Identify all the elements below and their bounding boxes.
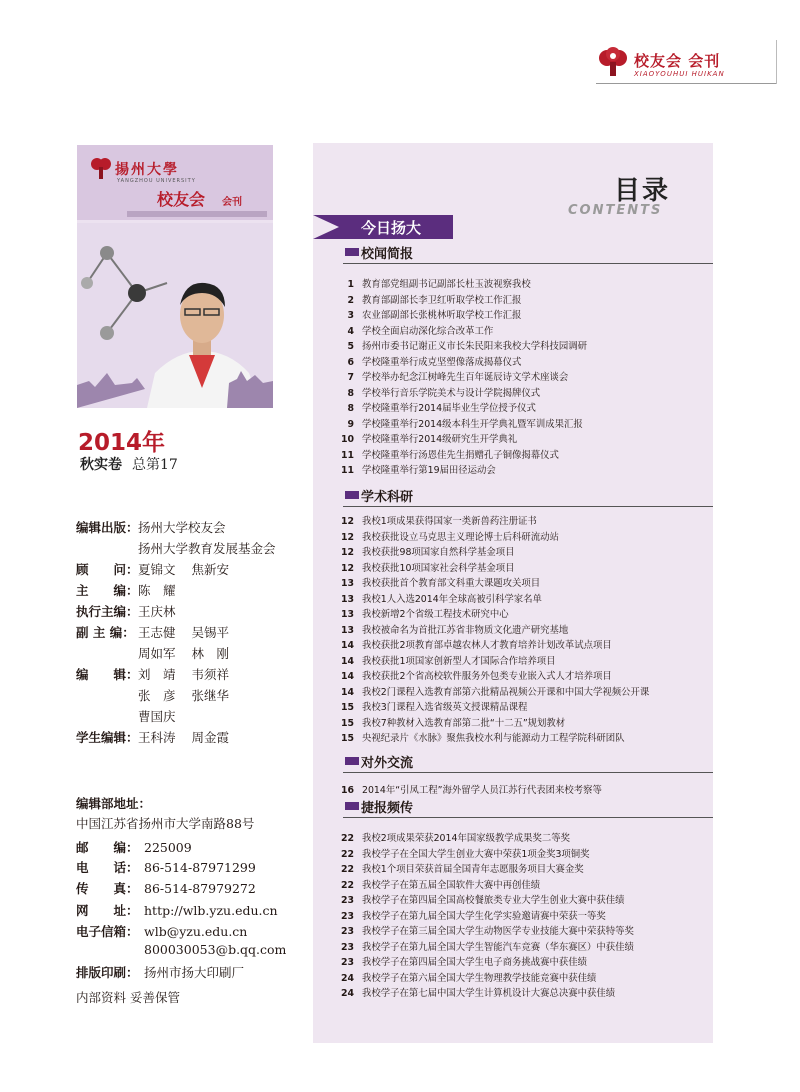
editorial-key: 主 编： — [76, 583, 139, 598]
toc-item[interactable] — [330, 307, 710, 321]
toc-page-number: 9 — [347, 418, 354, 430]
editorial-key: 副 主 编： — [76, 625, 135, 640]
toc-page-number: 16 — [340, 785, 354, 796]
cover-photo — [77, 223, 273, 408]
toc-item-title: 我校获批首个教育部文科重大课题攻关项目 — [362, 578, 541, 589]
toc-item-title: 我校获批2项教育部卓越农林人才教育培养计划改革试点项目 — [362, 640, 612, 651]
toc-item[interactable] — [330, 699, 710, 713]
cover-title: 校友会 — [157, 190, 206, 209]
toc-page-number: 12 — [340, 562, 354, 574]
editorial-value: 周如军 — [138, 646, 176, 661]
toc-item-title: 农业部副部长张桃林听取学校工作汇报 — [362, 310, 522, 321]
editorial-row — [76, 602, 176, 620]
editorial-key: 编辑出版： — [76, 520, 139, 535]
toc-item[interactable] — [330, 354, 710, 368]
toc-page-number: 10 — [340, 434, 354, 445]
editorial-value: 张 彦 — [138, 688, 176, 703]
contents-title-en: CONTENTS — [568, 203, 663, 218]
toc-item[interactable] — [330, 908, 710, 922]
toc-item-title: 我校1人入选2014年全球高被引科学家名单 — [362, 593, 542, 605]
toc-page-number: 15 — [340, 702, 354, 713]
toc-page-number: 15 — [340, 733, 354, 744]
toc-item-title: 学校隆重举行2014届毕业生学位授予仪式 — [362, 403, 536, 414]
toc-item-title: 我校学子在第四届全国高校餐旅类专业大学生创业大赛中获佳绩 — [362, 895, 625, 906]
toc-page-number: 3 — [347, 310, 354, 321]
toc-item[interactable] — [330, 575, 710, 589]
toc-item[interactable] — [330, 846, 710, 860]
address-row — [76, 901, 278, 919]
toc-page-number: 13 — [340, 593, 354, 605]
address-row — [76, 922, 247, 940]
toc-item-title: 学校隆重举行汤恩佳先生捐赠孔子铜像揭幕仪式 — [362, 449, 559, 461]
editorial-value: 王庆林 — [138, 604, 176, 619]
editorial-row — [76, 518, 226, 536]
toc-item[interactable] — [330, 715, 710, 729]
toc-item[interactable] — [330, 861, 710, 875]
toc-item[interactable] — [330, 684, 710, 698]
address-value: http://wlb.yzu.edu.cn — [144, 903, 278, 918]
editorial-key: 学生编辑： — [76, 730, 139, 745]
address-row — [76, 988, 180, 1006]
toc-item-title: 教育部党组副书记副部长杜玉波视察我校 — [362, 279, 531, 290]
toc-item-title: 我校学子在第六届全国大学生物理教学技能竞赛中获佳绩 — [362, 972, 597, 984]
toc-item-title: 我校2门课程入选教育部第六批精品视频公开课和中国大学视频公开课 — [362, 686, 650, 698]
toc-item-title: 我校获批1项国家创新型人才国际合作培养项目 — [362, 655, 556, 667]
toc-item[interactable] — [330, 637, 710, 651]
toc-item-title: 我校获批10项国家社会科学基金项目 — [362, 562, 515, 574]
toc-item-title: 我校学子在第四届全国大学生电子商务挑战赛中获佳绩 — [362, 957, 588, 968]
address-value: wlb@yzu.edu.cn — [144, 924, 248, 939]
section-rule — [343, 817, 713, 818]
section-marker — [345, 248, 359, 256]
toc-item-title: 我校2项成果荣获2014年国家级教学成果奖二等奖 — [362, 833, 570, 844]
section-marker — [345, 802, 359, 810]
section-heading: 校闻简报 — [361, 247, 414, 262]
toc-page-number: 15 — [340, 717, 354, 729]
toc-item[interactable] — [330, 400, 710, 414]
toc-page-number: 24 — [340, 972, 354, 984]
address-row — [76, 879, 256, 897]
toc-item[interactable] — [330, 544, 710, 558]
toc-item-title: 学校隆重举行2014级研究生开学典礼 — [362, 434, 518, 445]
editorial-row — [76, 539, 276, 557]
editorial-value-2: 吴锡平 — [191, 625, 230, 640]
toc-page-number: 13 — [340, 624, 354, 636]
toc-page-number: 14 — [340, 686, 354, 698]
editorial-key: 顾 问： — [76, 562, 139, 577]
address-key: 邮 编： — [76, 840, 139, 855]
toc-item[interactable] — [330, 939, 710, 953]
address-key: 电 话： — [76, 860, 139, 875]
address-row — [76, 814, 254, 832]
toc-page-number: 14 — [340, 640, 354, 651]
toc-item[interactable] — [330, 462, 710, 476]
editorial-value: 扬州大学教育发展基金会 — [138, 541, 276, 556]
toc-page-number: 24 — [340, 988, 354, 999]
section-marker — [345, 757, 359, 765]
toc-item[interactable] — [330, 338, 710, 352]
toc-page-number: 12 — [340, 547, 354, 558]
toc-item-title: 我校新增2个省级工程技术研究中心 — [362, 609, 509, 620]
toc-item[interactable] — [330, 782, 710, 796]
toc-item-title: 我校获批设立马克思主义理论博士后科研流动站 — [362, 531, 559, 543]
cover-university-en: YANGZHOU UNIVERSITY — [117, 178, 196, 184]
toc-item-title: 我校学子在全国大学生创业大赛中荣获1项金奖3项铜奖 — [362, 848, 590, 860]
editorial-value-2: 周金霞 — [191, 730, 230, 745]
toc-page-number: 13 — [340, 609, 354, 620]
header-subtitle: XIAOYOUHUI HUIKAN — [634, 70, 725, 78]
editorial-value-2: 焦新安 — [191, 562, 230, 577]
editorial-value: 夏锦文 — [138, 562, 176, 577]
toc-page-number: 14 — [340, 655, 354, 667]
header-title: 校友会 会刊 — [634, 52, 721, 70]
toc-page-number: 4 — [347, 325, 354, 337]
toc-page-number: 23 — [340, 941, 354, 953]
toc-page-number: 22 — [340, 879, 354, 891]
editorial-value: 王志健 — [138, 625, 176, 640]
toc-item[interactable] — [330, 730, 710, 744]
toc-item-title: 学校全面启动深化综合改革工作 — [362, 325, 494, 337]
address-key: 排版印刷： — [76, 965, 139, 980]
toc-item[interactable] — [330, 606, 710, 620]
toc-item-title: 我校3门课程入选省级英文授课精品课程 — [362, 702, 528, 713]
cover-university: 揚州大學 — [115, 162, 179, 178]
toc-item[interactable] — [330, 276, 710, 290]
toc-item-title: 我校学子在第七届中国大学生计算机设计大赛总决赛中获佳绩 — [362, 988, 616, 999]
editorial-value: 扬州大学校友会 — [138, 520, 226, 535]
toc-item-title: 扬州市委书记谢正义市长朱民阳来我校大学科技园调研 — [362, 341, 588, 352]
issue-year: 2014年 — [78, 430, 166, 456]
arrow-notch-icon — [313, 215, 339, 239]
address-key: 编辑部地址： — [76, 796, 152, 811]
address-value: 800030053@b.qq.com — [144, 942, 287, 957]
editorial-value: 陈 耀 — [138, 583, 176, 598]
address-key: 传 真： — [76, 881, 139, 896]
address-value: 86-514-87971299 — [144, 860, 256, 875]
toc-item-title: 学校举办纪念江树峰先生百年诞辰诗文学术座谈会 — [362, 372, 569, 383]
toc-item-title: 2014年“引凤工程”海外留学人员江苏行代表团来校考察等 — [362, 785, 602, 796]
toc-item[interactable] — [330, 622, 710, 636]
toc-item-title: 我校1个项目荣获首届全国青年志愿服务项目大赛金奖 — [362, 864, 584, 875]
toc-page-number: 12 — [340, 516, 354, 527]
volume-total: 总第17 — [132, 457, 178, 473]
toc-item-title: 学校举行音乐学院美术与设计学院揭牌仪式 — [362, 387, 541, 399]
toc-page-number: 8 — [347, 387, 354, 399]
editorial-key: 编 辑： — [76, 667, 139, 682]
toc-item[interactable] — [330, 970, 710, 984]
editorial-row — [76, 581, 176, 599]
editorial-value-2: 韦须祥 — [191, 667, 230, 682]
toc-item-title: 学校隆重举行成克坚塑像落成揭幕仪式 — [362, 356, 522, 368]
toc-item[interactable] — [330, 385, 710, 399]
toc-item[interactable] — [330, 892, 710, 906]
toc-page-number: 8 — [347, 403, 354, 414]
editorial-value: 曹国庆 — [138, 709, 176, 724]
address-value: 内部资料 妥善保管 — [76, 990, 180, 1005]
toc-item-title: 学校隆重举行第19届田径运动会 — [362, 465, 496, 476]
address-value: 225009 — [144, 840, 192, 855]
toc-item[interactable] — [330, 877, 710, 891]
toc-item[interactable] — [330, 447, 710, 461]
toc-page-number: 22 — [340, 848, 354, 860]
editorial-row — [76, 644, 229, 662]
section-heading: 对外交流 — [361, 756, 414, 771]
toc-page-number: 23 — [340, 957, 354, 968]
issue-volume — [80, 454, 178, 474]
editorial-key: 执行主编： — [76, 604, 139, 619]
address-row — [76, 942, 286, 957]
section-rule — [343, 506, 713, 507]
header-logo — [596, 46, 766, 82]
toc-page-number: 23 — [340, 895, 354, 906]
address-row — [76, 858, 256, 876]
toc-item[interactable] — [330, 653, 710, 667]
toc-item-title: 我校7种教材入选教育部第二批“十二五”规划教材 — [362, 717, 566, 729]
header-divider — [776, 40, 777, 84]
toc-page-number: 23 — [340, 910, 354, 922]
toc-item[interactable] — [330, 292, 710, 306]
address-key: 电子信箱： — [76, 924, 139, 939]
toc-item[interactable] — [330, 985, 710, 999]
toc-item[interactable] — [330, 923, 710, 937]
toc-item-title: 我校1项成果获得国家一类新兽药注册证书 — [362, 516, 537, 527]
editorial-value-2: 林 刚 — [191, 646, 230, 661]
editorial-value: 刘 靖 — [138, 667, 176, 682]
toc-page-number: 11 — [340, 449, 354, 461]
section-rule — [343, 772, 713, 773]
toc-item-title: 我校学子在第三届全国大学生动物医学专业技能大赛中荣获特等奖 — [362, 926, 634, 937]
toc-page-number: 7 — [347, 372, 354, 383]
toc-item[interactable] — [330, 560, 710, 574]
editorial-value-2: 张继华 — [191, 688, 230, 703]
toc-item[interactable] — [330, 416, 710, 430]
toc-page-number: 22 — [340, 833, 354, 844]
toc-page-number: 22 — [340, 864, 354, 875]
address-value: 86-514-87979272 — [144, 881, 256, 896]
section-heading: 学术科研 — [361, 490, 414, 505]
editorial-row — [76, 686, 229, 704]
toc-item-title: 教育部副部长李卫红听取学校工作汇报 — [362, 294, 522, 306]
toc-page-number: 12 — [340, 531, 354, 543]
editorial-row — [76, 707, 176, 725]
toc-item-title: 我校获批98项国家自然科学基金项目 — [362, 547, 515, 558]
address-key: 网 址： — [76, 903, 139, 918]
main-section-tab — [313, 215, 453, 239]
cover-logo-icon — [89, 155, 113, 181]
address-row — [76, 963, 244, 981]
toc-item-title: 我校被命名为首批江苏省非物质文化遗产研究基地 — [362, 624, 569, 636]
toc-page-number: 13 — [340, 578, 354, 589]
cover-image — [77, 145, 273, 408]
toc-page-number: 14 — [340, 671, 354, 682]
toc-item-title: 我校学子在第九届全国大学生化学实验邀请赛中荣获一等奖 — [362, 910, 606, 922]
section-rule — [343, 263, 713, 264]
section-marker — [345, 491, 359, 499]
toc-item[interactable] — [330, 591, 710, 605]
contents-title: 目录 — [614, 176, 671, 206]
toc-page-number: 2 — [347, 294, 354, 306]
editorial-row — [76, 728, 229, 746]
cover-bar — [127, 211, 267, 217]
toc-page-number: 1 — [347, 279, 354, 290]
toc-page-number: 6 — [347, 356, 354, 368]
logo-icon — [596, 46, 630, 80]
toc-item[interactable] — [330, 529, 710, 543]
toc-item[interactable] — [330, 369, 710, 383]
editorial-row — [76, 560, 229, 578]
toc-item[interactable] — [330, 668, 710, 682]
main-section-label: 今日扬大 — [361, 219, 422, 237]
toc-item[interactable] — [330, 513, 710, 527]
toc-item[interactable] — [330, 954, 710, 968]
cover-title-suffix: 会刊 — [222, 197, 242, 208]
toc-item[interactable] — [330, 431, 710, 445]
toc-item-title: 央视纪录片《水脉》聚焦我校水利与能源动力工程学院科研团队 — [362, 733, 625, 744]
toc-page-number: 5 — [347, 341, 354, 352]
editorial-value: 王科涛 — [138, 730, 176, 745]
header-rule — [596, 83, 776, 84]
editorial-row — [76, 623, 229, 641]
toc-item-title: 学校隆重举行2014级本科生开学典礼暨军训成果汇报 — [362, 418, 583, 430]
toc-page-number: 23 — [340, 926, 354, 937]
address-row — [76, 838, 192, 856]
volume-name: 秋实卷 — [80, 457, 122, 473]
toc-page-number: 11 — [340, 465, 354, 476]
toc-item[interactable] — [330, 323, 710, 337]
toc-item[interactable] — [330, 830, 710, 844]
toc-item-title: 我校学子在第九届全国大学生智能汽车竞赛（华东赛区）中获佳绩 — [362, 941, 634, 953]
address-value: 扬州市扬大印刷厂 — [144, 965, 245, 980]
toc-item-title: 我校学子在第五届全国软件大赛中再创佳绩 — [362, 879, 541, 891]
address-row — [76, 794, 151, 812]
section-heading: 捷报频传 — [361, 801, 414, 816]
editorial-row — [76, 665, 229, 683]
address-value: 中国江苏省扬州市大学南路88号 — [76, 816, 255, 831]
toc-item-title: 我校获批2个省高校软件服务外包类专业嵌入式人才培养项目 — [362, 671, 612, 682]
